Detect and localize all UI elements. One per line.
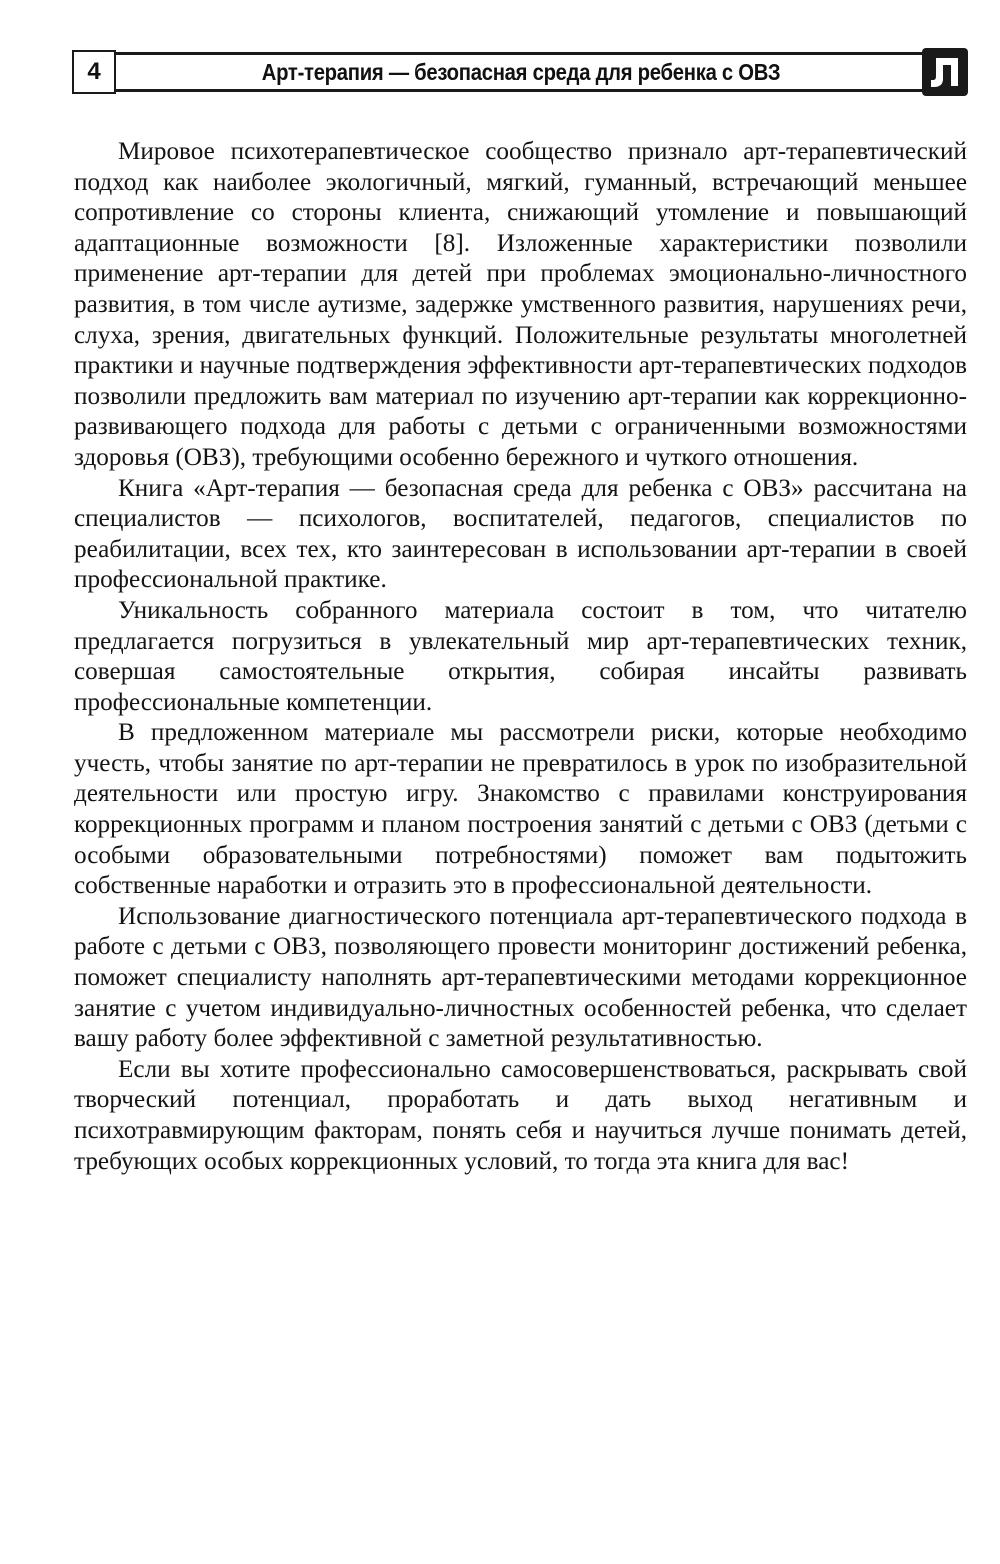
header-rule-bottom [116,89,926,92]
publisher-logo-icon [922,48,968,96]
paragraph-6: Если вы хотите профессионально самосовершенствоваться, раскрывать свой творческий потенциал, проработать и дать выход негативным и психотравмирующим факторам, понять себя и научиться лучше понимать детей, требующих особых коррекционных условий, то тогда эта книга для вас! [74,1055,967,1175]
publisher-logo-glyph [928,54,962,90]
paragraph-1: Мировое психотерапевтическое сообщество признало арт-терапевтический подход как наиболее экологичный, мягкий, гуманный, встречающий меньшее сопротивление со стороны клиента, снижающий утомление и повышающий адаптационные возможности [8]. Изложенные характеристики позволили применение арт-терапии для детей при проблемах эмоционально-личностного развития, в том числе аутизме, задержке умственного развития, нарушениях речи, слуха, зрения, двигательных функций. Положительные результаты многолетней практики и научные подтверждения эффективности арт-терапевтических подходов позволили предложить вам материал по изучению арт-терапии как коррекционно-развивающего подхода для работы с детьми с ограниченными возможностями здоровья (ОВЗ), требующими особенно бережного и чуткого отношения. [74,138,967,471]
paragraph-5: Использование диагностического потенциала арт-терапевтического подхода в работе с детьми с ОВЗ, позволяющего провести мониторинг достижений ребенка, поможет специалисту наполнять арт-терапевтическими методами коррекционное занятие с учетом индивидуально-личностных особенностей ребенка, что сделает вашу работу более эффективной с заметной результативностью. [74,902,967,1053]
paragraph-3: Уникальность собранного материала состоит в том, что читателю предлагается погрузиться в увлекательный мир арт-терапевтических техник, совершая самостоятельные открытия, собирая инсайты развивать профессиональные компетенции. [74,596,967,716]
paragraph-2: Книга «Арт-терапия — безопасная среда для ребенка с ОВЗ» рассчитана на специалистов — психологов, воспитателей, педагогов, специалистов по реабилитации, всех тех, кто заинтересован в использовании арт-терапии в своей профессиональной практике. [74,474,967,594]
running-title: Арт-терапия — безопасная среда для ребенка с ОВЗ [261,58,781,85]
paragraph-4: В предложенном материале мы рассмотрели риски, которые необходимо учесть, чтобы занятие по арт-терапии не превратилось в урок по изобразительной деятельности или простую игру. Знакомство с правилами конструирования коррекционных программ и планом построения занятий с детьми с ОВЗ (детьми с особыми образовательными потребностями) поможет вам подытожить собственные наработки и отразить это в профессиональной деятельности. [74,719,967,900]
running-header [72,48,966,98]
page-number: 4 [72,50,116,94]
body-text [74,137,967,1177]
